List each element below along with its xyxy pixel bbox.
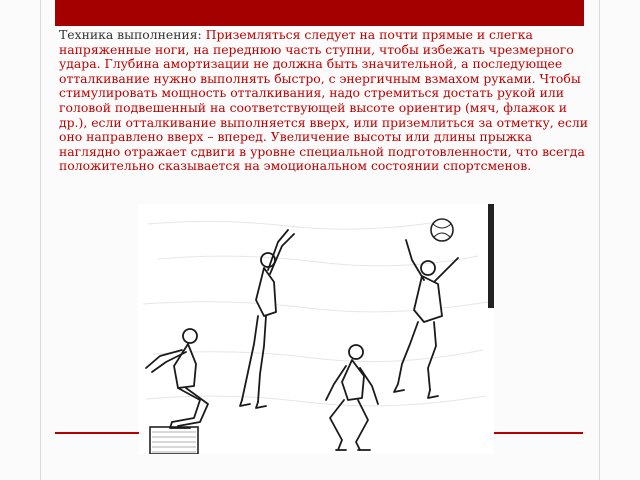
body-text (59, 28, 589, 174)
left-margin-line (40, 0, 41, 480)
jump-illustration-svg (138, 204, 494, 454)
figure-landing-crouch-icon (326, 345, 378, 450)
body-content: Приземляться следует на почти прямые и слегка напряженные ноги, на переднюю часть ступни, чтобы избежать чрезмерного удара. Глубина амортизации не должна быть значительной, а последующее отталкивание нужно выполнять быстро, с энергичным взмахом руками. Чтобы стимулировать мощность отталкивания, надо стремиться достать рукой или головой подвешенный на соответствующей высоте ориентир (мяч, флажок и др.), если отталкивание выполняется вверх, или приземлиться за отметку, если оно направлено вверх – вперед. Увеличение высоты или длины прыжка наглядно отражает сдвиги в уровне специальной подготовленности, что всегда положительно сказывается на эмоциональном состоянии спортсменов. (59, 27, 589, 174)
right-margin-line (599, 0, 600, 480)
bottom-rule-right (494, 432, 583, 434)
box-icon (150, 427, 198, 454)
body-lead: Техника выполнения: (59, 27, 202, 42)
jump-sequence-illustration (138, 204, 494, 454)
ball-icon (431, 219, 453, 241)
title-banner (55, 0, 584, 26)
wall-icon (488, 204, 494, 308)
bottom-rule-left (55, 432, 139, 434)
figure-crouch-box-icon (146, 329, 208, 428)
